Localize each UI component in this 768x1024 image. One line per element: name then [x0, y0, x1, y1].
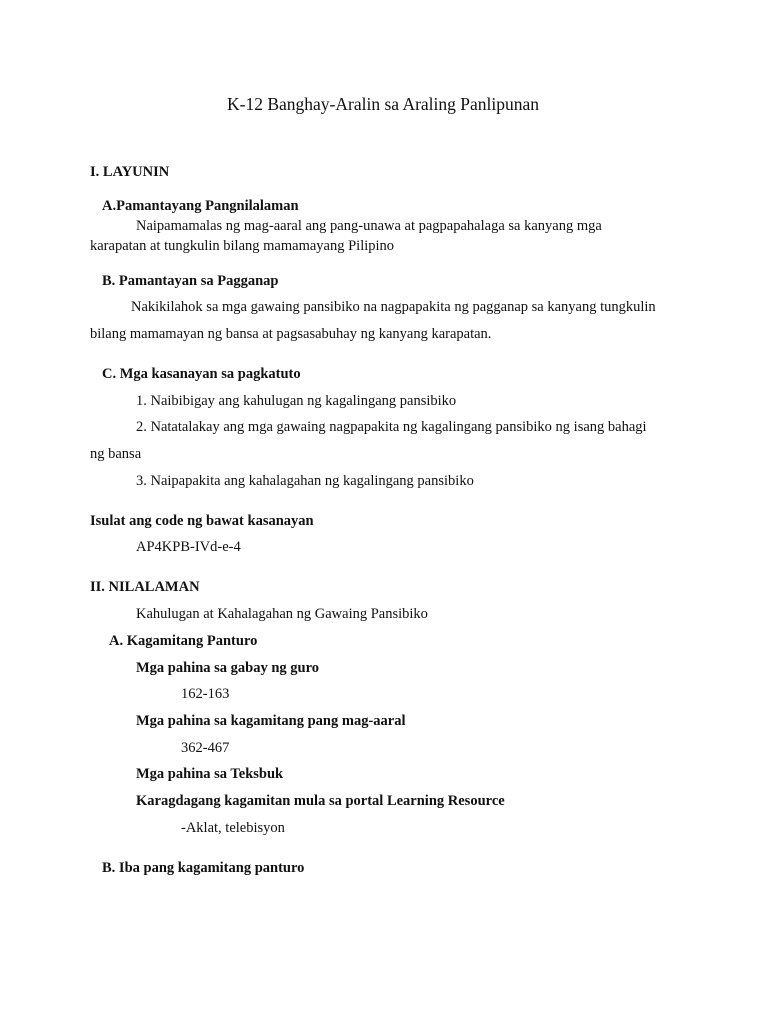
learner-material-pages: 362-467 [181, 740, 230, 756]
subsection-b-text-line-1: Nakikilahok sa mga gawaing pansibiko na nagpapakita ng pagganap sa kanyang tungkulin [131, 299, 656, 315]
subsection-a-text-line-2: karapatan at tungkulin bilang mamamayang Pilipino [90, 238, 395, 254]
content-topic: Kahulugan at Kahalagahan ng Gawaing Pansibiko [136, 606, 428, 622]
portal-resource-label: Karagdagang kagamitan mula sa portal Learning Resource [136, 793, 505, 809]
section-2-heading: II. NILALAMAN [90, 579, 200, 595]
section-1-heading: I. LAYUNIN [90, 164, 170, 180]
skill-item-2-line-2: ng bansa [90, 446, 142, 462]
teacher-guide-pages: 162-163 [181, 686, 230, 702]
subsection-a-heading: A.Pamantayang Pangnilalaman [102, 198, 299, 214]
code-value: AP4KPB-IVd-e-4 [136, 539, 241, 555]
subsection-b-text-line-2: bilang mamamayan ng bansa at pagsasabuhay ng kanyang karapatan. [90, 326, 492, 342]
subsection-a-text-line-1: Naipamamalas ng mag-aaral ang pang-unawa at pagpapahalaga sa kanyang mga [136, 218, 602, 234]
document-title: K-12 Banghay-Aralin sa Araling Panlipunan [227, 94, 540, 114]
other-materials-heading: B. Iba pang kagamitang panturo [102, 860, 305, 876]
skill-item-2-line-1: 2. Natatalakay ang mga gawaing nagpapakita ng kagalingang pansibiko ng isang bahagi [136, 419, 647, 435]
skill-item-3: 3. Naipapakita ang kahalagahan ng kagalingang pansibiko [136, 473, 474, 489]
learner-material-label: Mga pahina sa kagamitang pang mag-aaral [136, 713, 406, 729]
textbook-label: Mga pahina sa Teksbuk [136, 766, 284, 782]
skill-item-1: 1. Naibibigay ang kahulugan ng kagalingang pansibiko [136, 393, 457, 409]
subsection-b-heading: B. Pamantayan sa Pagganap [102, 273, 279, 289]
portal-resource-value: -Aklat, telebisyon [181, 820, 285, 836]
subsection-c-heading: C. Mga kasanayan sa pagkatuto [102, 366, 301, 382]
teacher-guide-label: Mga pahina sa gabay ng guro [136, 660, 320, 676]
code-heading: Isulat ang code ng bawat kasanayan [90, 513, 314, 529]
materials-heading: A. Kagamitang Panturo [109, 633, 258, 649]
